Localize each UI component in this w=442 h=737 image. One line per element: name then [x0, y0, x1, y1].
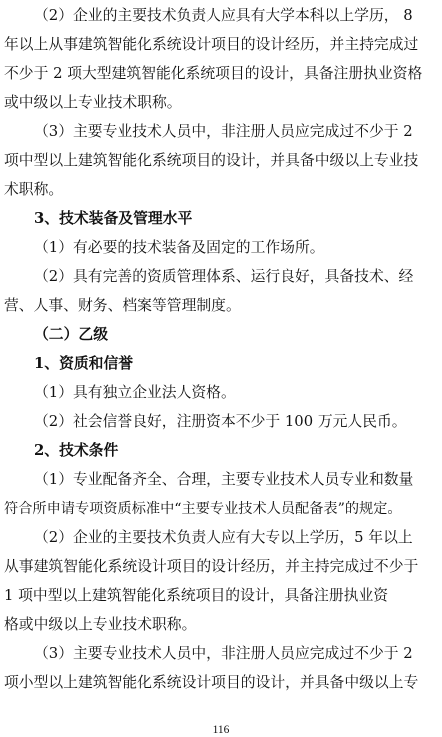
paragraph-line: （2）企业的主要技术负责人应具有大学本科以上学历， 8 [34, 7, 413, 24]
paragraph-line: （2）社会信誉良好，注册资本不少于 100 万元人民币。 [34, 413, 407, 430]
paragraph-line: （1）专业配备齐全、合理，主要专业技术人员专业和数量 [34, 471, 414, 488]
section-heading: 3、技术装备及管理水平 [34, 210, 193, 227]
section-heading: 2、技术条件 [34, 442, 119, 459]
page-number: 116 [212, 724, 230, 736]
paragraph-line: 年以上从事建筑智能化系统设计项目的设计经历，并主持完成过 [4, 36, 419, 53]
paragraph-line: （1）有必要的技术装备及固定的工作场所。 [34, 239, 325, 256]
paragraph-line: （3）主要专业技术人员中，非注册人员应完成过不少于 2 [34, 123, 413, 140]
paragraph-line: 符合所申请专项资质标准中“主要专业技术人员配备表”的规定。 [4, 501, 402, 517]
paragraph-line: 项中型以上建筑智能化系统项目的设计，并具备中级以上专业技 [4, 152, 419, 169]
paragraph-line: 或中级以上专业技术职称。 [4, 94, 182, 111]
paragraph-line: （1）具有独立企业法人资格。 [34, 384, 236, 401]
paragraph-line: 项小型以上建筑智能化系统设计项目的设计，并具备中级以上专 [4, 674, 419, 691]
paragraph-line: 不少于 2 项大型建筑智能化系统项目的设计，具备注册执业资格 [4, 65, 423, 82]
paragraph-line: 营、人事、财务、档案等管理制度。 [4, 297, 241, 314]
paragraph-line: （2）具有完善的资质管理体系、运行良好，具备技术、经 [34, 268, 414, 285]
paragraph-line: （3）主要专业技术人员中，非注册人员应完成过不少于 2 [34, 645, 413, 662]
paragraph-line: 从事建筑智能化系统设计项目的设计经历，并主持完成过不少于 [4, 558, 419, 575]
section-heading: （二）乙级 [34, 326, 108, 343]
paragraph-line: 1 项中型以上建筑智能化系统项目的设计，具备注册执业资 [4, 587, 389, 604]
section-heading: 1、资质和信誉 [34, 355, 134, 372]
paragraph-line: 术职称。 [4, 181, 64, 198]
paragraph-line: 格或中级以上专业技术职称。 [4, 616, 197, 633]
paragraph-line: （2）企业的主要技术负责人应有大专以上学历，5 年以上 [34, 529, 413, 546]
